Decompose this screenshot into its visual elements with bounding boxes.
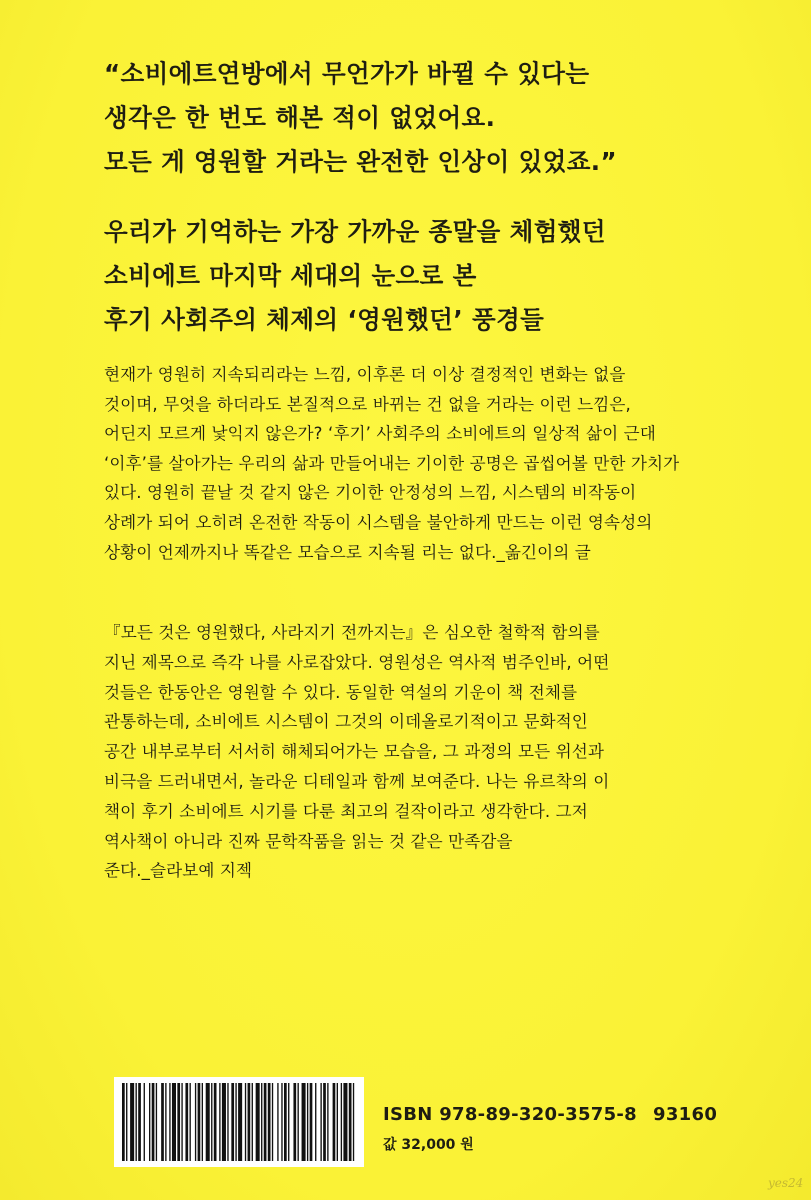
barcode-bars	[122, 1083, 356, 1161]
review-line: 『모든 것은 영원했다, 사라지기 전까지는』은 심오한 철학적 함의를	[104, 623, 600, 642]
translator-note	[104, 360, 679, 567]
barcode-bar	[202, 1083, 203, 1161]
barcode-bar	[227, 1083, 228, 1161]
review-line: 관통하는데, 소비에트 시스템이 그것의 이데올로기적이고 문화적인	[104, 712, 588, 732]
barcode	[114, 1077, 364, 1167]
barcode-bar	[238, 1083, 242, 1161]
review-line: 준다._슬라보예 지젝	[104, 861, 253, 881]
barcode-bar	[327, 1083, 328, 1161]
barcode-bar	[277, 1083, 278, 1161]
barcode-bar	[302, 1083, 306, 1161]
barcode-bar	[206, 1083, 210, 1161]
barcode-bar	[252, 1083, 253, 1161]
barcode-bar	[169, 1083, 170, 1161]
barcode-bar	[152, 1083, 155, 1161]
review-line: 공간 내부로부터 서서히 해체되어가는 모습을, 그 과정의 모든 위선과	[104, 742, 604, 762]
barcode-bar	[333, 1083, 336, 1161]
barcode-bar	[245, 1083, 246, 1161]
barcode-bar	[156, 1083, 157, 1161]
barcode-bar	[264, 1083, 267, 1161]
barcode-bar	[122, 1083, 125, 1161]
barcode-bar	[190, 1083, 191, 1161]
tagline-line: 소비에트 마지막 세대의 눈으로 본	[104, 261, 477, 290]
barcode-bar	[307, 1083, 308, 1161]
tagline-line: 우리가 기억하는 가장 가까운 종말을 체험했던	[104, 217, 606, 246]
barcode-bar	[214, 1083, 217, 1161]
review-line: 비극을 드러내면서, 놀라운 디테일과 함께 보여준다. 나는 유르착의 이	[104, 771, 610, 791]
barcode-bar	[211, 1083, 212, 1161]
quote-line: “소비에트연방에서 무언가가 바뀔 수 있다는	[104, 59, 590, 88]
barcode-bar	[256, 1083, 260, 1161]
barcode-bar	[136, 1083, 137, 1161]
translator-note-line: 상례가 되어 오히려 온전한 작동이 시스템을 불안하게 만드는 이런 영속성의	[104, 512, 653, 532]
watermark: yes24	[768, 1176, 804, 1190]
barcode-bar	[161, 1083, 164, 1161]
tagline-block	[104, 210, 606, 342]
barcode-bar	[138, 1083, 141, 1161]
review-line: 책이 후기 소비에트 시기를 다룬 최고의 걸작이라고 생각한다. 그저	[104, 801, 588, 821]
barcode-bar	[198, 1083, 201, 1161]
translator-note-line: 현재가 영원히 지속되리라는 느낌, 이후론 더 이상 결정적인 변화는 없을	[104, 365, 626, 384]
barcode-bar	[281, 1083, 282, 1161]
translator-note-line: 어딘지 모르게 낯익지 않은가? ‘후기’ 사회주의 소비에트의 일상적 삶이 근대	[104, 424, 656, 444]
barcode-bar	[165, 1083, 166, 1161]
barcode-bar	[349, 1083, 352, 1161]
barcode-bar	[231, 1083, 234, 1161]
quote-line: 생각은 한 번도 해본 적이 없었어요.	[104, 103, 496, 132]
translator-note-line: 것이며, 무엇을 하더라도 본질적으로 바뀌는 건 없을 거라는 이런 느낌은,	[104, 394, 631, 414]
barcode-bar	[353, 1083, 354, 1161]
review-line: 역사책이 아니라 진짜 문학작품을 읽는 것 같은 만족감을	[104, 831, 513, 851]
barcode-bar	[248, 1083, 251, 1161]
translator-note-line: 상황이 언제까지나 똑같은 모습으로 지속될 리는 없다._옮긴이의 글	[104, 542, 591, 562]
quote-line: 모든 게 영원할 거라는 완전한 인상이 있었죠.”	[104, 147, 617, 176]
barcode-bar	[272, 1083, 273, 1161]
isbn-addon: 93160	[653, 1104, 718, 1125]
barcode-bar	[177, 1083, 180, 1161]
barcode-bar	[337, 1083, 338, 1161]
barcode-bar	[293, 1083, 296, 1161]
barcode-bar	[288, 1083, 289, 1161]
barcode-bar	[219, 1083, 220, 1161]
review-line: 지닌 제목으로 즉각 나를 사로잡았다. 영원성은 역사적 범주인바, 어떤	[104, 652, 610, 672]
translator-note-line: ‘이후’를 살아가는 우리의 삶과 만들어내는 기이한 공명은 곱씹어볼 만한 가치가	[104, 453, 680, 473]
barcode-bar	[315, 1083, 316, 1161]
isbn-line	[383, 1104, 717, 1125]
barcode-bar	[268, 1083, 271, 1161]
barcode-bar	[261, 1083, 262, 1161]
barcode-bar	[222, 1083, 226, 1161]
translator-note-line: 있다. 영원히 끝날 것 같지 않은 기이한 안정성의 느낌, 시스템의 비작동이	[104, 483, 637, 503]
barcode-bar	[343, 1083, 347, 1161]
quote-block	[104, 52, 617, 184]
barcode-bar	[341, 1083, 342, 1161]
review-line: 것들은 한동안은 영원할 수 있다. 동일한 역설의 기운이 책 전체를	[104, 682, 578, 702]
review-block	[104, 618, 609, 886]
barcode-bar	[144, 1083, 145, 1161]
barcode-bar	[149, 1083, 150, 1161]
barcode-bar	[320, 1083, 321, 1161]
barcode-bar	[172, 1083, 176, 1161]
isbn-number: ISBN 978-89-320-3575-8	[383, 1104, 638, 1125]
barcode-bar	[130, 1083, 134, 1161]
barcode-bar	[235, 1083, 236, 1161]
price-label: 값 32,000 원	[383, 1137, 474, 1153]
barcode-bar	[323, 1083, 326, 1161]
barcode-bar	[185, 1083, 188, 1161]
barcode-bar	[181, 1083, 182, 1161]
barcode-bar	[310, 1083, 313, 1161]
barcode-bar	[298, 1083, 299, 1161]
barcode-bar	[284, 1083, 287, 1161]
barcode-bar	[195, 1083, 196, 1161]
barcode-bar	[126, 1083, 127, 1161]
tagline-line: 후기 사회주의 체제의 ‘영원했던’ 풍경들	[104, 305, 545, 334]
